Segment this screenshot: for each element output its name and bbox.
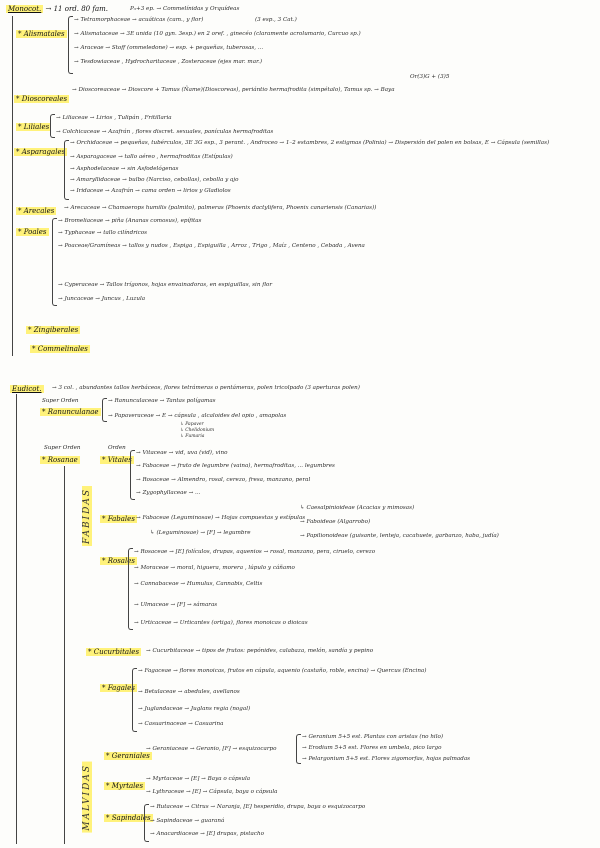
bracket (64, 466, 65, 844)
superorder-ranunculanae: * Ranunculanae (42, 408, 99, 416)
line: → Faboideae (Algarrobo) (300, 519, 371, 525)
line: → Myrtaceae → [E] → Baya o cápsula (146, 776, 251, 782)
order-poales: * Poales (18, 228, 47, 236)
monocot-subtitle-2: P₃+3 ep. → Commelínidas y Orquídeas (130, 6, 240, 12)
order-vitales: * Vitales (102, 456, 132, 464)
line: → Lythraceae → [E] → Cápsula, baya o cápsula (146, 789, 278, 795)
line: → Cyperaceae → Tallos trígonos, hojas envainadoras, en espiguillas, sin flor (58, 282, 272, 288)
line: → Poaceae/Gramíneas → tallos y nudos , Espiga , Espiguilla , Arroz , Trigo , Maíz , Centeno , Cebada , Avena (58, 243, 365, 249)
super-orden-label: Super Orden (42, 398, 79, 404)
line: → Cannabaceae → Humulus, Cannabis, Celtis (134, 581, 263, 587)
line: → Urticaceae → Urticantes (ortiga), flores monoicas o dioicas (134, 620, 308, 626)
order-fagales: * Fagales (102, 684, 135, 692)
line: → Vitaceae → vid, uva (vid), vino (136, 450, 228, 456)
order-alismatales: * Alismatales (18, 30, 65, 38)
line: → Rutaceae → Citrus → Naranja, [E] hesperidio, drupa, baya o esquizocarpo (150, 804, 366, 810)
line: → Dioscoreaceae → Dioscore + Tamus (Ñame)(Dioscoreas), periántio hermafrodita (simpétalo), Tamus sp. → Baya (72, 87, 395, 93)
monocot-bracket (12, 16, 13, 356)
brace (132, 668, 137, 732)
line: → Fabaceae (Leguminosae) → Hojas compuestas y estípulas (136, 515, 306, 521)
line: → Papilionoideae (guisante, lenteja, cacahuete, garbanzo, haba, judía) (300, 533, 499, 539)
superorder-rosanae: * Rosanae (42, 456, 78, 464)
order-geraniales: * Geraniales (106, 752, 150, 760)
line: → Betulaceae → abedules, avellanos (138, 689, 240, 695)
brace (130, 450, 135, 500)
line: → Fagaceae → flores monoicas, frutos en cúpula, aquenio (castaño, roble, encina) → Quercus (Encina) (138, 668, 427, 674)
line: ↳ (Leguminosae) → [F] → legumbre (150, 530, 251, 536)
sub: ↳ Papaver (180, 422, 204, 427)
order-myrtales: * Myrtales (106, 782, 144, 790)
order-sapindales: * Sapindales (106, 814, 151, 822)
line: → Liliaceae → Lirios , Tulipán , Fritillaria (56, 115, 172, 121)
brace (50, 114, 55, 138)
monocot-subtitle: → 11 ord. 80 fam. (45, 5, 108, 13)
order-commelinales: * Commelinales (32, 345, 88, 353)
orden-label: Orden (108, 445, 126, 451)
line: → Tetramorphaceae → acuáticas (cam., y flor) (74, 17, 204, 23)
eudicot-title: Eudicot. (12, 385, 42, 393)
line: ↳ Caesalpinioideae (Acacias y mimosas) (300, 505, 415, 511)
line: → Pelargonium 5+5 est. Flores zigomorfas, hojas palmadas (302, 756, 471, 762)
line: → Iridaceae → Azafrán → cama orden → lirios y Gladiolos (70, 188, 231, 194)
sub: ↳ Fumaria (180, 434, 205, 439)
brace (128, 548, 133, 630)
monocot-title: Monocot. (8, 5, 42, 13)
line: → Typhaceae → tallo cilíndricos (58, 230, 148, 236)
order-fabales: * Fabales (102, 515, 135, 523)
line: → Bromeliaceae → piña (Ananas comosus), epífitas (58, 218, 202, 224)
line: → Papaveraceae → E → cápsula , alcaloides del opio , amapolas (108, 413, 287, 419)
note: (3 esp., 3 Cat.) (255, 17, 297, 23)
line: → Alismataceae → 3E unida (10 gyn. 3esp.) en 2 oref. , ginecéo (claramente acrolumario, Curcuo sp.) (74, 31, 361, 37)
line: → Juncaceae → Juncus , Luzula (58, 296, 146, 302)
brace (102, 398, 107, 422)
line: → Araceae → Stoff (ommeledone) → esp. + pequeñas, tuberosas, ... (74, 45, 264, 51)
line: → Geranium 5+5 est. Plantas con aristas (no hilo) (302, 734, 444, 740)
line: → Zygophyllaceae → ... (136, 490, 201, 496)
malvidas-label: MALVIDAS (82, 764, 92, 831)
brace (64, 140, 69, 200)
line: → Anacardiaceae → [E] drupas, pistacho (150, 831, 264, 837)
line: → Moraceae → moral, higuera, morera , lúpulo y cáñamo (134, 565, 295, 571)
sub: ↳ Chelidonium (180, 428, 215, 433)
line: → Rosaceae → [E] folículos, drupas, aquenios → rosal, manzano, pera, ciruelo, cerezo (134, 549, 376, 555)
line: → Sapindaceae → guaraná (150, 818, 225, 824)
super-orden-label: Super Orden (44, 445, 81, 451)
line: → Cucurbitaceae → tipos de frutos: pepónides, calabaza, melón, sandía y pepino (146, 648, 374, 654)
eudicot-bracket (16, 394, 17, 844)
line: → Rosaceae → Almendro, rosal, cerezo, fresa, manzano, peral (136, 477, 311, 483)
brace (144, 804, 149, 842)
line: → Erodium 5+5 est. Flores en umbela, pico largo (302, 745, 442, 751)
line: → Ranunculaceae → Tantas polígamas (108, 398, 216, 404)
line: → Geraniaceae → Geranio, [F] → esquizocarpo (146, 746, 277, 752)
line: → Colchicaceae → Azafrán , flores discret. sexuales, panículas hermafroditas (56, 129, 274, 135)
line: → Arecaceae → Chamaerops humilis (palmito), palmeras (Phoenix dactylifera, Phoenix canariensis (Canarias)) (64, 205, 377, 211)
line: → Tesdowiaceae , Hydrocharitaceae , Zosteraceae (ejes mar. mar.) (74, 59, 263, 65)
order-zingiberales: * Zingiberales (28, 326, 79, 334)
eudicot-subtitle: → 3 col. , abundantes tallos herbáceos, flores tetrámeras o pentámeras, polen tricolpado (3 aperturas polen) (52, 385, 360, 391)
order-asparagales: * Asparagales (16, 148, 66, 156)
brace (296, 734, 301, 764)
note: Or(3)G + (3)5 (410, 74, 450, 80)
line: → Asparagaceae → tallo aéreo , hermafroditas (Estípulas) (70, 154, 233, 160)
brace (52, 218, 57, 306)
order-cucurbitales: * Cucurbitales (88, 648, 140, 656)
order-arecales: * Arecales (18, 207, 55, 215)
line: → Orchidaceae → pequeñas, tubérculos, 3E 3G esp., 3 perant. , Androceo → 1–2 estambres, 2 estigmas (Polinia) → Dispersión del polen en bolsas, E → Cápsula (semillas) (70, 140, 550, 146)
line: → Asphodelaceae → sin Asfodelógenas (70, 166, 179, 172)
line: → Casuarinaceae → Casuarina (138, 721, 224, 727)
order-rosales: * Rosales (102, 557, 135, 565)
line: → Amaryllidaceae → bulbo (Narciso, cebollas), cebolla y ajo (70, 177, 239, 183)
brace (68, 16, 73, 74)
line: → Fabaceae → fruto de legumbre (vaina), hermafroditas, ... legumbres (136, 463, 335, 469)
line: → Ulmaceae → [F] → sámaras (134, 602, 218, 608)
fabidas-label: FABIDAS (82, 488, 92, 545)
order-dioscoreales: * Dioscoreales (16, 95, 68, 103)
order-liliales: * Liliales (18, 123, 50, 131)
line: → Juglandaceae → Juglans regia (nogal) (138, 706, 251, 712)
